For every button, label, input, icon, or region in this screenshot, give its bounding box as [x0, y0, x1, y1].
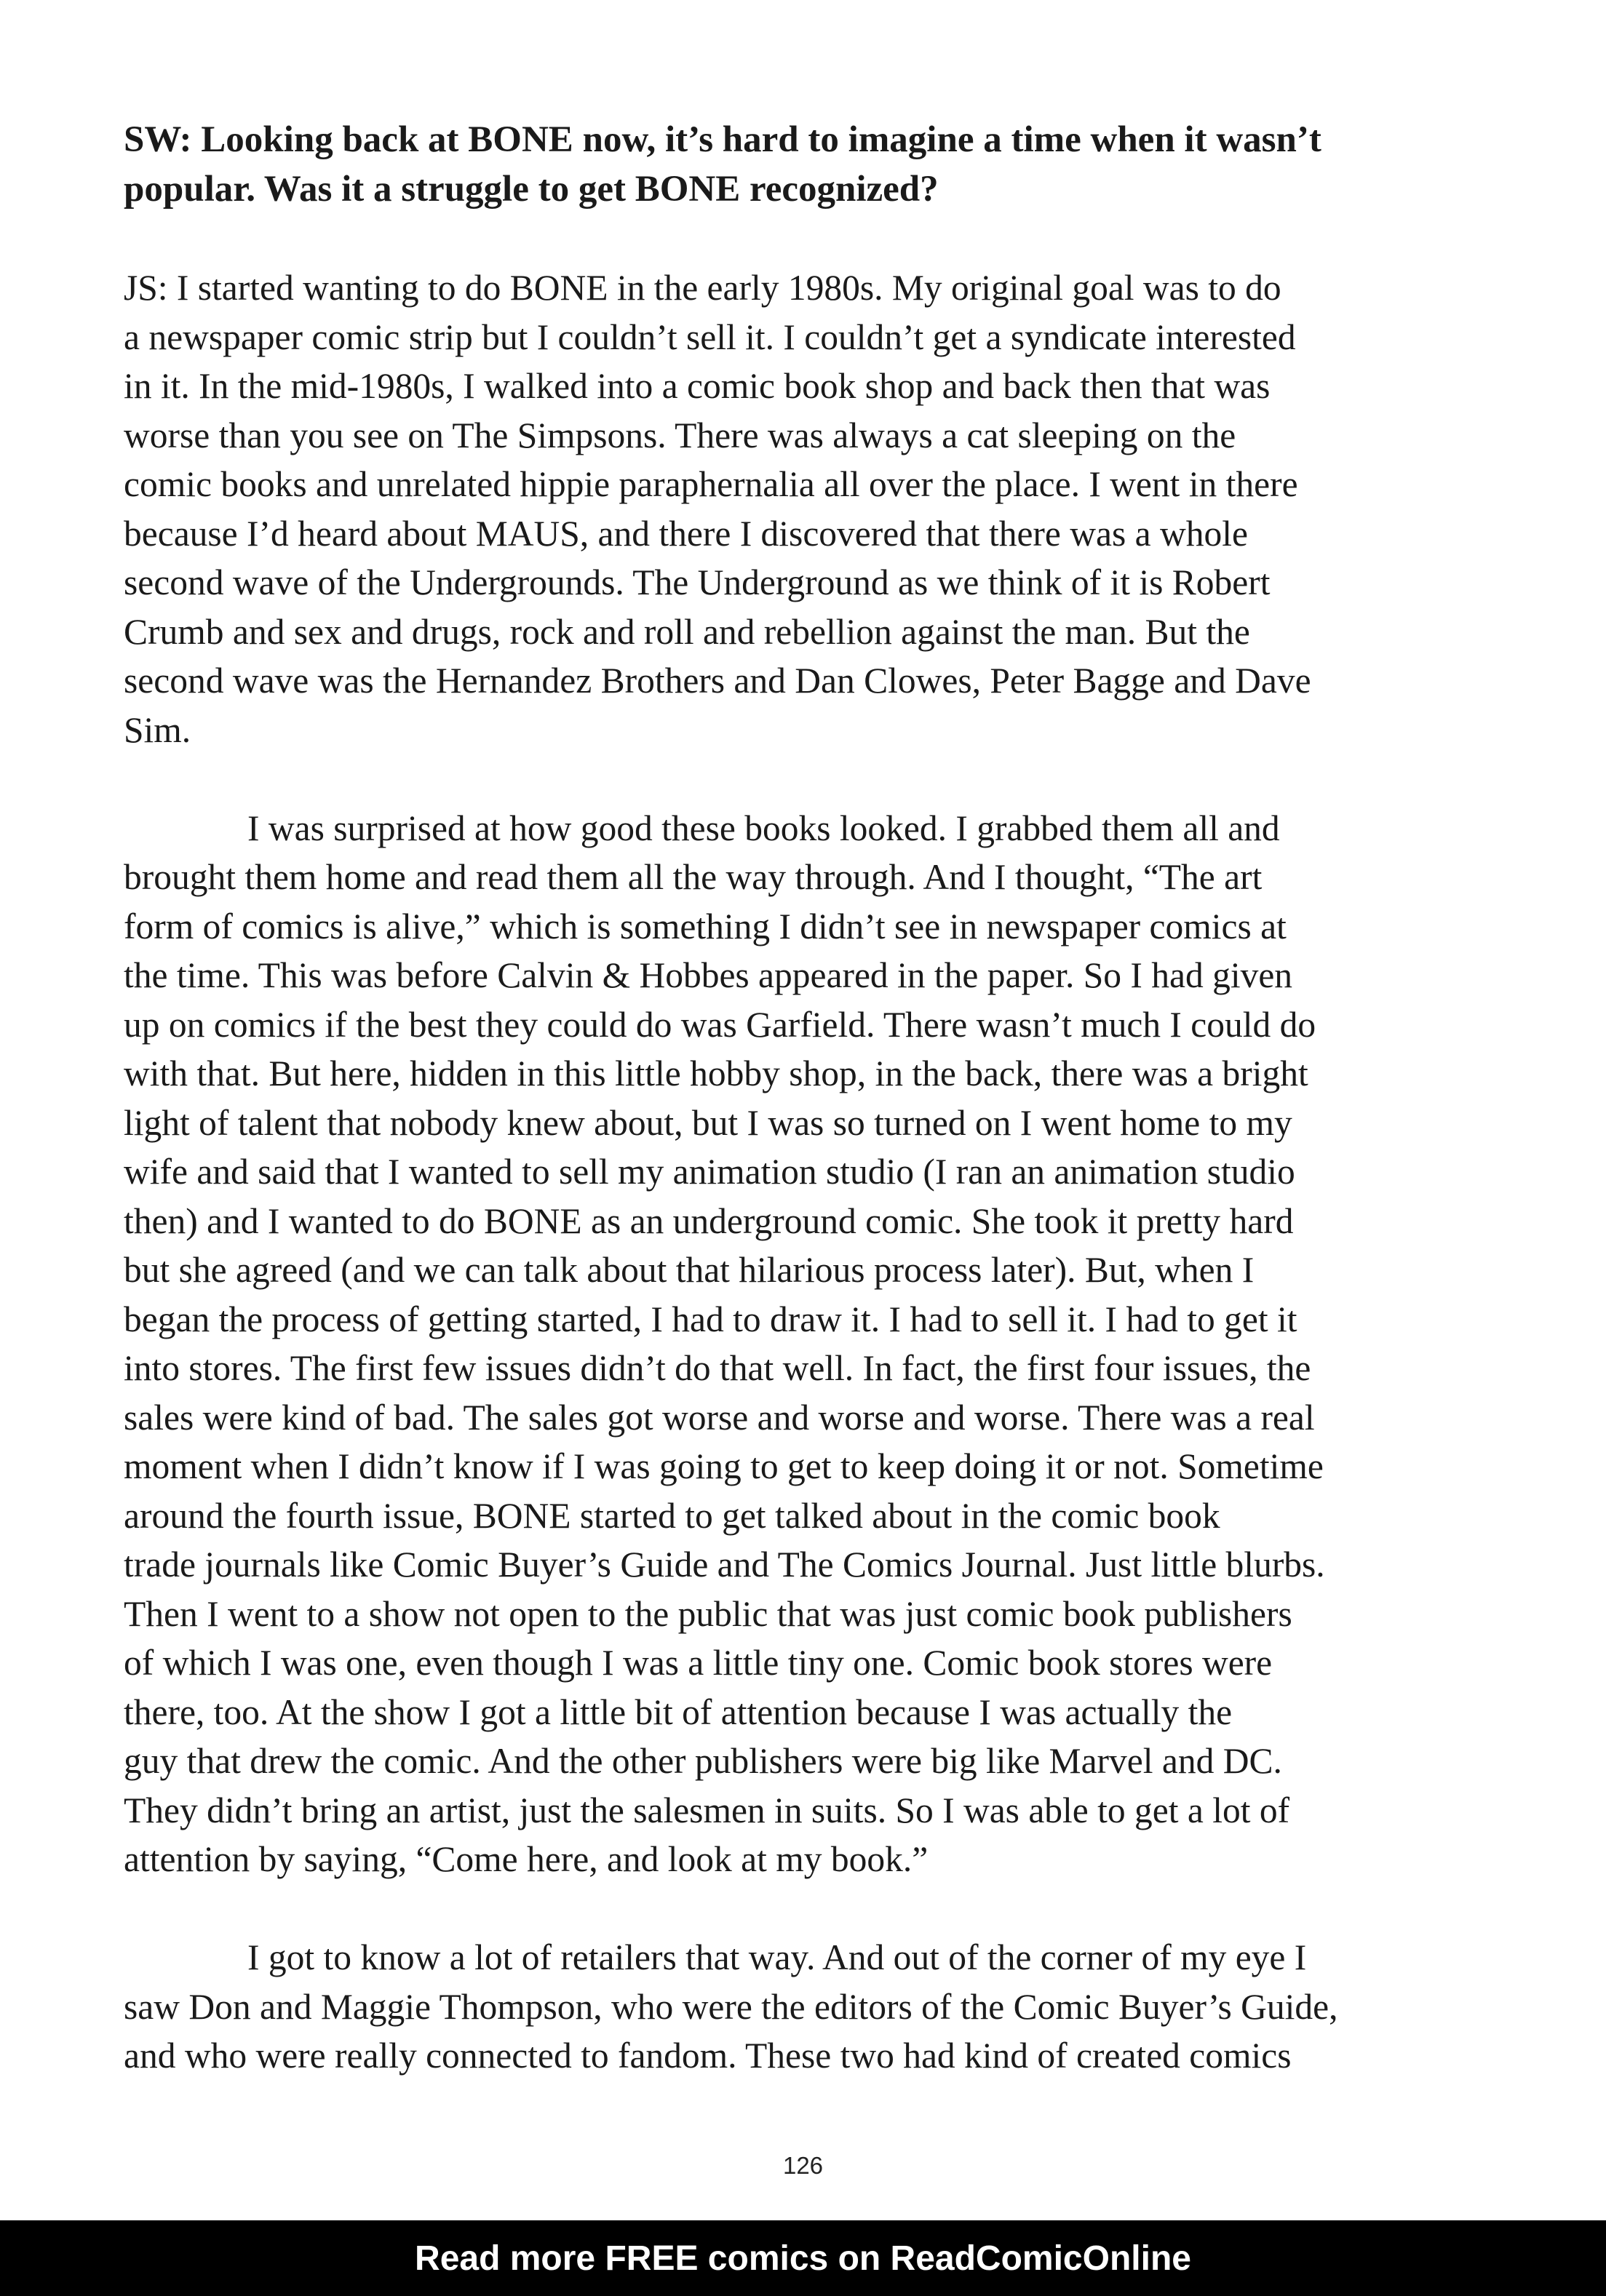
text-line: around the fourth issue, BONE started to get talked about in the comic book — [124, 1495, 1220, 1536]
answer-paragraph-1 — [124, 263, 1484, 754]
text-line: comic books and unrelated hippie paraphernalia all over the place. I went in there — [124, 464, 1298, 504]
text-line: but she agreed (and we can talk about that hilarious process later). But, when I — [124, 1250, 1255, 1290]
text-line: sales were kind of bad. The sales got worse and worse and worse. There was a real — [124, 1397, 1315, 1438]
text-line: attention by saying, “Come here, and look at my book.” — [124, 1839, 929, 1879]
question-line: SW: Looking back at BONE now, it’s hard to imagine a time when it wasn’t — [124, 119, 1321, 160]
promo-banner-link[interactable]: Read more FREE comics on ReadComicOnline — [415, 2239, 1191, 2278]
text-line: worse than you see on The Simpsons. There was always a cat sleeping on the — [124, 415, 1236, 455]
text-line: up on comics if the best they could do was Garfield. There wasn’t much I could do — [124, 1004, 1316, 1045]
promo-banner — [0, 2220, 1606, 2296]
text-line: into stores. The first few issues didn’t do that well. In fact, the first four issues, the — [124, 1348, 1311, 1388]
text-line: I got to know a lot of retailers that way. And out of the corner of my eye I — [247, 1937, 1307, 1977]
text-line: in it. In the mid-1980s, I walked into a comic book shop and back then that was — [124, 366, 1271, 406]
text-line: a newspaper comic strip but I couldn’t sell it. I couldn’t get a syndicate interested — [124, 316, 1296, 357]
text-line: there, too. At the show I got a little bit of attention because I was actually the — [124, 1691, 1233, 1732]
text-line: guy that drew the comic. And the other publishers were big like Marvel and DC. — [124, 1741, 1282, 1781]
text-line: because I’d heard about MAUS, and there I discovered that there was a whole — [124, 513, 1248, 554]
text-line: second wave was the Hernandez Brothers and Dan Clowes, Peter Bagge and Dave — [124, 661, 1311, 701]
text-line: Sim. — [124, 709, 191, 750]
answer-paragraph-2 — [124, 804, 1484, 1884]
text-line: second wave of the Undergrounds. The Underground as we think of it is Robert — [124, 562, 1271, 602]
text-line: trade journals like Comic Buyer’s Guide and The Comics Journal. Just little blurbs. — [124, 1544, 1325, 1585]
text-line: light of talent that nobody knew about, but I was so turned on I went home to my — [124, 1102, 1292, 1143]
text-line: saw Don and Maggie Thompson, who were the editors of the Comic Buyer’s Guide, — [124, 1986, 1338, 2027]
page-number: 126 — [782, 2152, 824, 2179]
text-line: then) and I wanted to do BONE as an underground comic. She took it pretty hard — [124, 1200, 1294, 1241]
text-line: moment when I didn’t know if I was going to get to keep doing it or not. Sometime — [124, 1446, 1324, 1486]
text-line: Crumb and sex and drugs, rock and roll and rebellion against the man. But the — [124, 611, 1250, 652]
answer-paragraph-3 — [124, 1933, 1484, 2081]
text-line: JS: I started wanting to do BONE in the early 1980s. My original goal was to do — [124, 268, 1281, 308]
text-line: I was surprised at how good these books looked. I grabbed them all and — [247, 808, 1280, 848]
text-line: of which I was one, even though I was a little tiny one. Comic book stores were — [124, 1643, 1273, 1683]
text-line: Then I went to a show not open to the public that was just comic book publishers — [124, 1593, 1292, 1634]
page-content — [124, 115, 1484, 2129]
text-line: and who were really connected to fandom. These two had kind of created comics — [124, 2036, 1292, 2076]
text-line: wife and said that I wanted to sell my animation studio (I ran an animation studio — [124, 1152, 1295, 1192]
text-line: They didn’t bring an artist, just the salesmen in suits. So I was able to get a lot of — [124, 1790, 1290, 1830]
text-line: brought them home and read them all the way through. And I thought, “The art — [124, 857, 1263, 897]
text-line: began the process of getting started, I had to draw it. I had to sell it. I had to get it — [124, 1299, 1297, 1339]
text-line: the time. This was before Calvin & Hobbes appeared in the paper. So I had given — [124, 955, 1293, 995]
text-line: form of comics is alive,” which is something I didn’t see in newspaper comics at — [124, 906, 1287, 946]
interview-question — [124, 115, 1484, 214]
question-line: popular. Was it a struggle to get BONE recognized? — [124, 169, 939, 210]
text-line: with that. But here, hidden in this little hobby shop, in the back, there was a bright — [124, 1053, 1308, 1093]
